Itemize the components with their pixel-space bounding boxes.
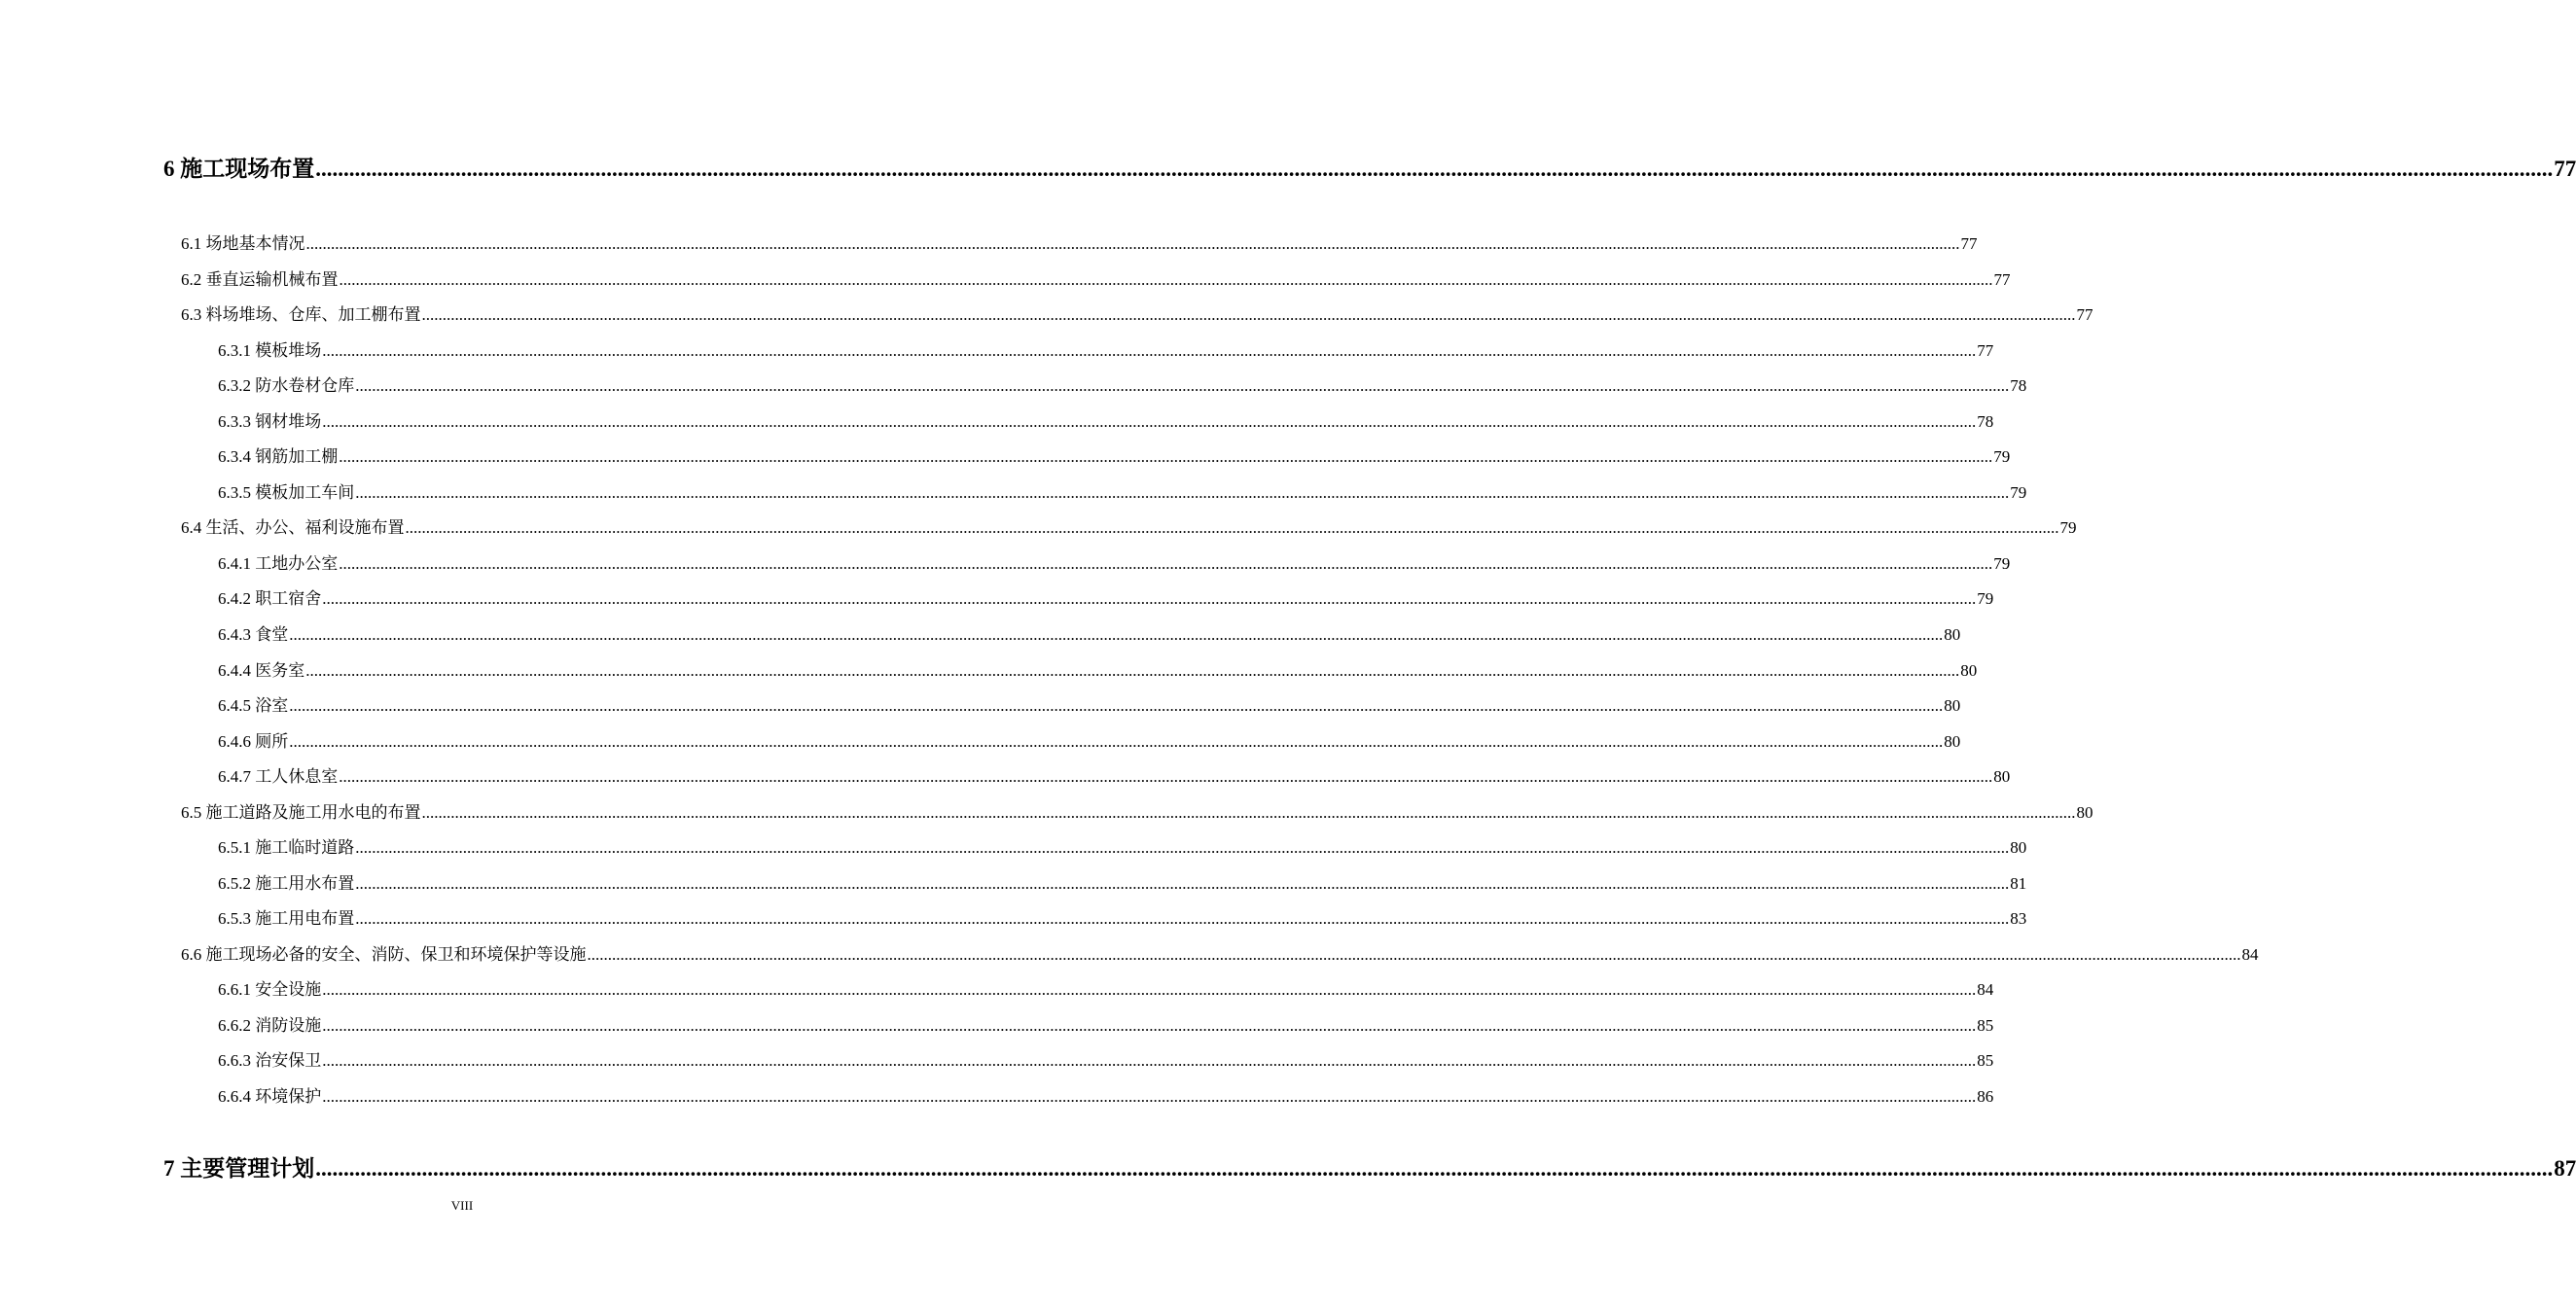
toc-entry[interactable] <box>218 584 1994 608</box>
toc-entry-title: 安全设施 <box>255 980 322 999</box>
toc-entry[interactable] <box>181 265 2011 289</box>
toc-entry-page: 77 <box>1993 270 2011 289</box>
toc-entry[interactable] <box>181 798 2093 822</box>
toc-entry-number: 6.4.4 <box>218 661 251 680</box>
toc-entry-label <box>218 336 321 361</box>
toc-entry-number: 6.4 <box>181 518 202 537</box>
toc-entry-title: 施工用电布置 <box>255 909 355 928</box>
toc-entry-label <box>181 513 405 538</box>
toc-entry-label <box>181 300 421 325</box>
toc-entry[interactable] <box>218 1046 1994 1070</box>
toc-entry-page: 86 <box>1977 1087 1994 1106</box>
toc-entry-page: 80 <box>1993 767 2011 786</box>
toc-entry-page: 80 <box>2076 803 2093 822</box>
toc-entry-title: 浴室 <box>255 696 289 715</box>
toc-entry-number: 6.6 <box>181 945 202 964</box>
toc-entry-page: 80 <box>1944 696 1961 715</box>
toc-entry-title: 消防设施 <box>255 1016 322 1035</box>
toc-entry-page: 79 <box>1977 589 1994 608</box>
toc-entry-page: 84 <box>2241 945 2259 964</box>
toc-entry-number: 6.5.1 <box>218 838 251 857</box>
toc-leader-dots: ................................................................................................................................................................................................................................................................................................................................................................................................................ <box>355 838 2010 857</box>
toc-entry-label <box>218 549 338 574</box>
toc-entry[interactable] <box>218 442 2011 466</box>
toc-entry-title: 环境保护 <box>255 1087 322 1106</box>
toc-entry-page: 80 <box>2010 838 2027 857</box>
toc-leader-dots: ................................................................................................................................................................................................................................................................................................................................................................................................................ <box>339 270 1993 289</box>
toc-leader-dots: ................................................................................................................................................................................................................................................................................................................................................................................................................ <box>339 767 1993 786</box>
toc-entry-number: 6.4.3 <box>218 625 251 644</box>
toc-entry-label <box>218 1011 321 1036</box>
toc-entry-label <box>218 833 354 858</box>
toc-leader-dots: ................................................................................................................................................................................................................................................................................................................................................................................................................ <box>315 157 2554 181</box>
toc-leader-dots: ................................................................................................................................................................................................................................................................................................................................................................................................................ <box>322 1051 1977 1070</box>
toc-entry-label <box>218 371 354 396</box>
toc-leader-dots: ................................................................................................................................................................................................................................................................................................................................................................................................................ <box>289 696 1944 715</box>
toc-entry-label <box>218 691 288 716</box>
toc-entry-label <box>218 975 321 1000</box>
toc-entry-title: 生活、办公、福利设施布置 <box>205 518 405 537</box>
toc-entry-number: 6.5.3 <box>218 909 251 928</box>
toc-entry[interactable] <box>218 869 2027 893</box>
toc-entry-page: 84 <box>1977 980 1994 999</box>
toc-entry-number: 6.1 <box>181 234 202 253</box>
toc-entry-page: 85 <box>1977 1051 1994 1070</box>
toc-entry-number: 6.4.5 <box>218 696 251 715</box>
toc-entry[interactable] <box>181 513 2077 537</box>
toc-entry[interactable] <box>218 1082 1994 1106</box>
toc-entry[interactable] <box>218 833 2027 857</box>
toc-entry-page: 79 <box>1993 554 2011 573</box>
toc-entry-label <box>181 798 421 823</box>
toc-entry-page: 83 <box>2010 909 2027 928</box>
toc-entry-title: 工地办公室 <box>255 554 339 573</box>
toc-entry-number: 6.4.2 <box>218 589 251 608</box>
toc-entry-label <box>218 1046 321 1071</box>
toc-entry-title: 食堂 <box>255 625 289 644</box>
toc-entry-title: 垂直运输机械布置 <box>205 270 339 289</box>
toc-leader-dots: ................................................................................................................................................................................................................................................................................................................................................................................................................ <box>355 874 2010 893</box>
toc-entry[interactable] <box>218 478 2027 502</box>
toc-entry-title: 职工宿舍 <box>255 589 322 608</box>
toc-entry-label <box>218 727 288 752</box>
toc-leader-dots: ................................................................................................................................................................................................................................................................................................................................................................................................................ <box>305 234 1960 253</box>
toc-entry-title: 施工现场必备的安全、消防、保卫和环境保护等设施 <box>205 945 587 964</box>
toc-entry-title: 防水卷材仓库 <box>255 376 355 395</box>
toc-leader-dots: ................................................................................................................................................................................................................................................................................................................................................................................................................ <box>322 1087 1977 1106</box>
page-footer-number: VIII <box>450 1198 474 1213</box>
toc-entry-page: 79 <box>1993 447 2011 466</box>
toc-entry-title: 治安保卫 <box>255 1051 322 1070</box>
toc-entry-label <box>218 656 304 681</box>
toc-entry-page: 79 <box>2010 483 2027 502</box>
toc-entry-label <box>218 442 338 467</box>
toc-entry-title: 施工道路及施工用水电的布置 <box>205 803 421 822</box>
toc-leader-dots: ................................................................................................................................................................................................................................................................................................................................................................................................................ <box>587 945 2241 964</box>
toc-entry-title: 钢筋加工棚 <box>255 447 339 466</box>
toc-entry-number: 6.5 <box>181 803 202 822</box>
toc-entry[interactable] <box>181 300 2093 324</box>
toc-leader-dots: ................................................................................................................................................................................................................................................................................................................................................................................................................ <box>421 305 2076 324</box>
toc-entry[interactable] <box>181 230 1978 253</box>
toc-entry[interactable] <box>218 975 1994 999</box>
toc-entry-number: 6.3.2 <box>218 376 251 395</box>
toc-entry[interactable] <box>218 336 1994 360</box>
toc-entry-title: 料场堆场、仓库、加工棚布置 <box>205 305 421 324</box>
toc-entry-number: 6.3 <box>181 305 202 324</box>
toc-entry-number: 6.2 <box>181 270 202 289</box>
toc-entry-title: 厕所 <box>255 732 289 751</box>
toc-entry[interactable] <box>218 620 1961 644</box>
toc-entry-page: 79 <box>2059 518 2077 537</box>
toc-entry[interactable] <box>218 691 1961 715</box>
toc-entry-label <box>218 478 354 503</box>
toc-leader-dots: ................................................................................................................................................................................................................................................................................................................................................................................................................ <box>355 909 2010 928</box>
toc-chapter-entry[interactable] <box>163 1150 2576 1181</box>
toc-leader-dots: ................................................................................................................................................................................................................................................................................................................................................................................................................ <box>405 518 2059 537</box>
toc-entry-page: 80 <box>1960 661 1978 680</box>
toc-entry-label <box>218 407 321 432</box>
toc-entry-page: 78 <box>2010 376 2027 395</box>
toc-entry-label <box>181 265 339 290</box>
toc-leader-dots: ................................................................................................................................................................................................................................................................................................................................................................................................................ <box>315 1156 2554 1181</box>
toc-entry-number: 6.3.3 <box>218 412 251 431</box>
toc-entry-label <box>218 869 354 894</box>
toc-chapter-entry[interactable] <box>163 151 2576 181</box>
toc-entry-page: 77 <box>1977 341 1994 360</box>
toc-leader-dots: ................................................................................................................................................................................................................................................................................................................................................................................................................ <box>289 625 1944 644</box>
toc-entry-number: 6.5.2 <box>218 874 251 893</box>
toc-leader-dots: ................................................................................................................................................................................................................................................................................................................................................................................................................ <box>322 980 1977 999</box>
toc-entry-page: 78 <box>1977 412 1994 431</box>
toc-entry-title: 工人休息室 <box>255 767 339 786</box>
toc-entry-title: 医务室 <box>255 661 305 680</box>
toc-entry-label <box>218 1082 321 1107</box>
toc-entry[interactable] <box>181 940 2259 964</box>
toc-entry-page: 77 <box>2076 305 2093 324</box>
toc-entry-title: 模板堆场 <box>255 341 322 360</box>
toc-leader-dots: ................................................................................................................................................................................................................................................................................................................................................................................................................ <box>339 554 1993 573</box>
toc-entry-number: 6.4.1 <box>218 554 251 573</box>
toc-entry[interactable] <box>218 1011 1994 1035</box>
toc-entry-title: 模板加工车间 <box>255 483 355 502</box>
toc-entry[interactable] <box>218 407 1994 431</box>
toc-entry-label <box>218 584 321 609</box>
toc-entry-label <box>163 151 314 183</box>
toc-entry-number: 6.6.1 <box>218 980 251 999</box>
toc-entry-page: 80 <box>1944 732 1961 751</box>
toc-entry[interactable] <box>218 549 2011 573</box>
toc-entry[interactable] <box>218 904 2027 928</box>
toc-leader-dots: ................................................................................................................................................................................................................................................................................................................................................................................................................ <box>322 412 1977 431</box>
toc-entry-label <box>181 230 305 254</box>
toc-leader-dots: ................................................................................................................................................................................................................................................................................................................................................................................................................ <box>355 483 2010 502</box>
toc-entry-number: 6.6.2 <box>218 1016 251 1035</box>
toc-entry-label <box>218 904 354 929</box>
toc-entry[interactable] <box>218 762 2011 786</box>
toc-entry[interactable] <box>218 371 2027 395</box>
toc-entry-number: 6.3.5 <box>218 483 251 502</box>
toc-entry-page: 80 <box>1944 625 1961 644</box>
toc-leader-dots: ................................................................................................................................................................................................................................................................................................................................................................................................................ <box>339 447 1993 466</box>
toc-entry-title: 施工现场布置 <box>180 157 315 181</box>
toc-entry-number: 6.3.1 <box>218 341 251 360</box>
toc-entry[interactable] <box>218 727 1961 751</box>
toc-leader-dots: ................................................................................................................................................................................................................................................................................................................................................................................................................ <box>355 376 2010 395</box>
toc-entry-label <box>218 620 288 645</box>
toc-leader-dots: ................................................................................................................................................................................................................................................................................................................................................................................................................ <box>289 732 1944 751</box>
toc-entry-label <box>181 940 587 965</box>
toc-entry-number: 6 <box>163 157 175 181</box>
toc-entry-number: 6.3.4 <box>218 447 251 466</box>
toc-entry-page: 77 <box>2554 157 2576 181</box>
toc-leader-dots: ................................................................................................................................................................................................................................................................................................................................................................................................................ <box>305 661 1960 680</box>
toc-leader-dots: ................................................................................................................................................................................................................................................................................................................................................................................................................ <box>322 341 1977 360</box>
toc-entry[interactable] <box>218 656 1978 680</box>
toc-entry-label <box>218 762 338 787</box>
toc-entry-number: 7 <box>163 1156 175 1181</box>
toc-entry-title: 钢材堆场 <box>255 412 322 431</box>
toc-leader-dots: ................................................................................................................................................................................................................................................................................................................................................................................................................ <box>322 1016 1977 1035</box>
toc-entry-number: 6.4.6 <box>218 732 251 751</box>
toc-leader-dots: ................................................................................................................................................................................................................................................................................................................................................................................................................ <box>421 803 2076 822</box>
toc-entry-label <box>163 1150 314 1183</box>
toc-entry-number: 6.6.4 <box>218 1087 251 1106</box>
toc-entry-number: 6.6.3 <box>218 1051 251 1070</box>
toc-entry-page: 85 <box>1977 1016 1994 1035</box>
toc-entry-number: 6.4.7 <box>218 767 251 786</box>
toc-entry-page: 77 <box>1960 234 1978 253</box>
toc-entry-title: 场地基本情况 <box>205 234 305 253</box>
toc-entry-title: 施工用水布置 <box>255 874 355 893</box>
toc-entry-page: 81 <box>2010 874 2027 893</box>
toc-entry-title: 施工临时道路 <box>255 838 355 857</box>
toc-entry-page: 87 <box>2554 1156 2576 1181</box>
toc-entry-title: 主要管理计划 <box>180 1156 315 1181</box>
toc-leader-dots: ................................................................................................................................................................................................................................................................................................................................................................................................................ <box>322 589 1977 608</box>
